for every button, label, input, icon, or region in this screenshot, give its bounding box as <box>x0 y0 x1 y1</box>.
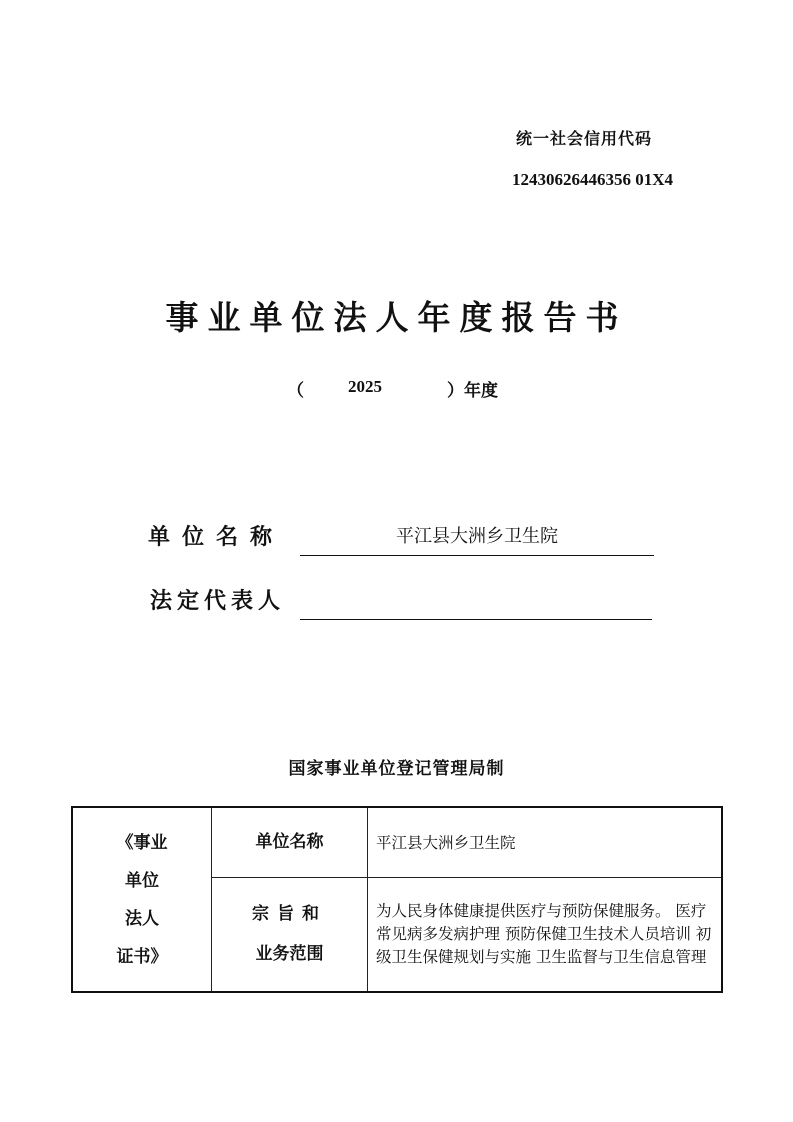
table-row <box>72 807 722 877</box>
legal-representative-field <box>300 583 652 620</box>
certificate-label-line: 证书》 <box>116 946 168 967</box>
scope-header-line: 宗旨和 <box>252 904 327 925</box>
credit-code-label: 统一社会信用代码 <box>516 129 653 148</box>
unit-name-header: 单位名称 <box>212 807 368 877</box>
year-close-label: ）年度 <box>447 381 498 401</box>
scope-cell <box>368 877 723 992</box>
certificate-info-table <box>71 806 723 993</box>
certificate-label-line: 《事业 <box>116 832 168 853</box>
report-year: 2025 <box>348 377 382 396</box>
issuer-line: 国家事业单位登记管理局制 <box>288 759 505 779</box>
scope-text: 为人民身体健康提供医疗与预防保健服务。 医疗 常见病多发病护理 预防保健卫生技术人员培训 初级卫生保健规划与实施 卫生监督与卫生信息管理 <box>376 901 712 966</box>
scope-header-line: 业务范围 <box>255 944 324 965</box>
legal-representative-label: 法定代表人 <box>150 589 286 614</box>
certificate-label-line: 单位 <box>125 870 159 891</box>
certificate-label-cell <box>72 807 212 992</box>
certificate-label-line: 法人 <box>125 908 159 929</box>
unit-name-cell: 平江县大洲乡卫生院 <box>368 807 723 877</box>
page-title: 事业单位法人年度报告书 <box>165 298 628 337</box>
unit-name-field: 平江县大洲乡卫生院 <box>300 519 654 556</box>
year-open-paren: （ <box>287 381 304 401</box>
credit-code-value: 12430626446356 01X4 <box>512 170 674 189</box>
unit-name-label: 单位名称 <box>148 525 285 550</box>
scope-header <box>212 877 368 992</box>
